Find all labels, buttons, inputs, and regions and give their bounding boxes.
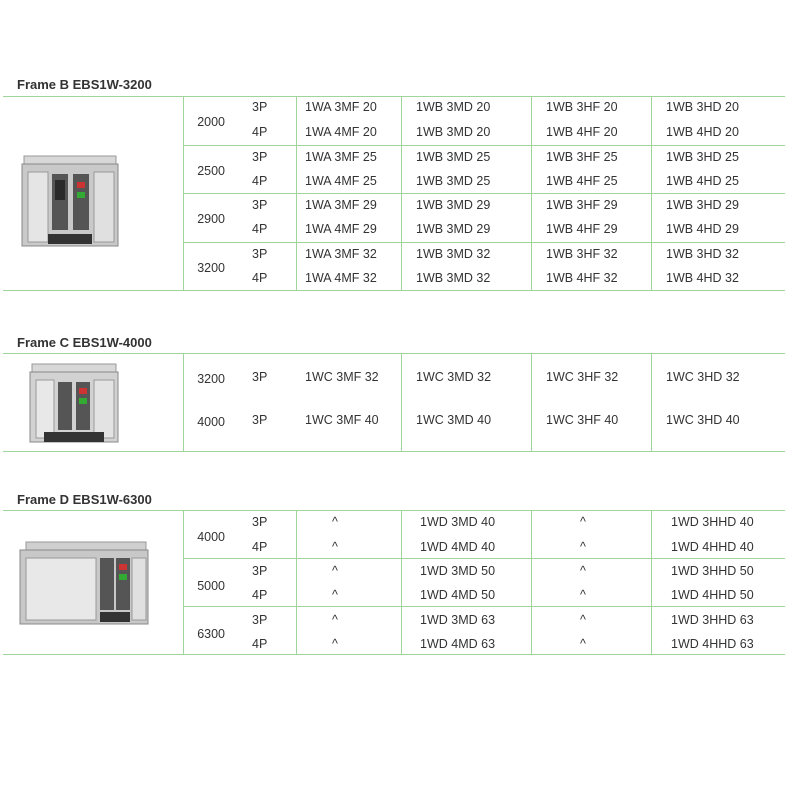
catalog-code: 1WD 4HHD 63 (671, 637, 754, 651)
grid-line (651, 354, 652, 451)
catalog-code: ^ (332, 564, 338, 578)
catalog-code: 1WB 4HF 25 (546, 174, 618, 188)
catalog-code: 1WD 3MD 40 (420, 515, 496, 529)
rating-amps: 2900 (197, 212, 225, 226)
catalog-code: 1WB 3HF 20 (546, 100, 618, 114)
catalog-code: 1WB 3MD 29 (416, 222, 491, 236)
pole-count: 3P (252, 150, 268, 164)
catalog-code: 1WA 3MF 32 (305, 247, 377, 261)
breaker-photo-icon (18, 150, 120, 248)
grid-line (401, 354, 402, 451)
group-divider (183, 606, 785, 607)
catalog-code: ^ (580, 564, 586, 578)
group-divider (183, 242, 785, 243)
pole-count: 3P (252, 198, 268, 212)
catalog-code: 1WA 3MF 29 (305, 198, 377, 212)
rating-amps: 4000 (197, 415, 225, 429)
catalog-code: 1WB 4HD 29 (666, 222, 739, 236)
catalog-code: 1WB 3HD 25 (666, 150, 739, 164)
catalog-code: 1WD 4HHD 50 (671, 588, 754, 602)
catalog-code: 1WD 3HHD 50 (671, 564, 754, 578)
catalog-code: 1WC 3MD 32 (416, 370, 492, 384)
catalog-code: 1WC 3MF 32 (305, 370, 379, 384)
frame-d-bottom-rule (3, 654, 785, 655)
grid-line (531, 511, 532, 654)
frame-b-bottom-rule (3, 290, 785, 291)
catalog-code: 1WB 3HD 20 (666, 100, 739, 114)
catalog-code: ^ (580, 540, 586, 554)
pole-count: 4P (252, 125, 268, 139)
grid-line (183, 511, 184, 654)
rating-amps: 2500 (197, 164, 225, 178)
catalog-code: 1WB 4HF 20 (546, 125, 618, 139)
catalog-code: 1WB 4HD 20 (666, 125, 739, 139)
rating-amps: 4000 (197, 530, 225, 544)
pole-count: 3P (252, 370, 268, 384)
catalog-code: 1WC 3HD 32 (666, 370, 740, 384)
frame-c-top-rule (3, 353, 785, 354)
group-divider (183, 145, 785, 146)
catalog-code: ^ (332, 613, 338, 627)
group-divider (183, 193, 785, 194)
catalog-code: 1WA 3MF 25 (305, 150, 377, 164)
frame-b-title: Frame B EBS1W-3200 (17, 77, 152, 92)
catalog-code: 1WB 4HF 29 (546, 222, 618, 236)
catalog-code: 1WC 3HF 32 (546, 370, 619, 384)
catalog-code: ^ (332, 540, 338, 554)
pole-count: 4P (252, 271, 268, 285)
catalog-code: 1WB 3HD 29 (666, 198, 739, 212)
frame-c-bottom-rule (3, 451, 785, 452)
rating-amps: 3200 (197, 372, 225, 386)
frame-b-top-rule (3, 96, 785, 97)
catalog-code: 1WA 4MF 25 (305, 174, 377, 188)
catalog-code: 1WB 4HD 32 (666, 271, 739, 285)
breaker-photo-icon (26, 362, 122, 444)
catalog-code: 1WD 3MD 63 (420, 613, 496, 627)
pole-count: 3P (252, 613, 268, 627)
catalog-code: 1WD 4MD 40 (420, 540, 496, 554)
grid-line (401, 511, 402, 654)
pole-count: 4P (252, 637, 268, 651)
pole-count: 4P (252, 540, 268, 554)
catalog-code: ^ (332, 637, 338, 651)
breaker-photo-icon (16, 540, 152, 626)
pole-count: 4P (252, 222, 268, 236)
catalog-code: 1WB 3MD 29 (416, 198, 491, 212)
catalog-code: 1WB 3HD 32 (666, 247, 739, 261)
catalog-code: 1WA 3MF 20 (305, 100, 377, 114)
frame-c-title: Frame C EBS1W-4000 (17, 335, 152, 350)
catalog-code: 1WD 4MD 50 (420, 588, 496, 602)
catalog-code: 1WD 3HHD 63 (671, 613, 754, 627)
catalog-code: 1WC 3MD 40 (416, 413, 492, 427)
rating-amps: 3200 (197, 261, 225, 275)
catalog-code: 1WD 4HHD 40 (671, 540, 754, 554)
catalog-code: 1WB 3MD 32 (416, 271, 491, 285)
catalog-code: 1WB 4HF 32 (546, 271, 618, 285)
catalog-code: 1WB 3MD 20 (416, 125, 491, 139)
catalog-code: ^ (332, 588, 338, 602)
pole-count: 4P (252, 174, 268, 188)
catalog-code: 1WD 3HHD 40 (671, 515, 754, 529)
catalog-code: 1WD 3MD 50 (420, 564, 496, 578)
catalog-code: 1WC 3HF 40 (546, 413, 619, 427)
catalog-code: 1WB 3MD 20 (416, 100, 491, 114)
frame-d-title: Frame D EBS1W-6300 (17, 492, 152, 507)
catalog-code: ^ (580, 613, 586, 627)
catalog-code: ^ (580, 637, 586, 651)
rating-amps: 2000 (197, 115, 225, 129)
grid-line (651, 511, 652, 654)
catalog-code: 1WA 4MF 32 (305, 271, 377, 285)
pole-count: 4P (252, 588, 268, 602)
catalog-code: 1WB 3HF 29 (546, 198, 618, 212)
pole-count: 3P (252, 247, 268, 261)
grid-line (183, 354, 184, 451)
pole-count: 3P (252, 413, 268, 427)
catalog-code: 1WC 3MF 40 (305, 413, 379, 427)
pole-count: 3P (252, 100, 268, 114)
rating-amps: 5000 (197, 579, 225, 593)
pole-count: 3P (252, 515, 268, 529)
catalog-code: ^ (580, 588, 586, 602)
grid-line (296, 511, 297, 654)
catalog-code: 1WB 3HF 32 (546, 247, 618, 261)
catalog-code: 1WB 3HF 25 (546, 150, 618, 164)
pole-count: 3P (252, 564, 268, 578)
group-divider (183, 558, 785, 559)
catalog-code: 1WB 3MD 25 (416, 174, 491, 188)
catalog-code: 1WB 3MD 25 (416, 150, 491, 164)
catalog-code: 1WA 4MF 29 (305, 222, 377, 236)
catalog-code: 1WA 4MF 20 (305, 125, 377, 139)
catalog-code: ^ (580, 515, 586, 529)
catalog-code: 1WD 4MD 63 (420, 637, 496, 651)
catalog-code: 1WB 3MD 32 (416, 247, 491, 261)
catalog-code: 1WB 4HD 25 (666, 174, 739, 188)
catalog-code: 1WC 3HD 40 (666, 413, 740, 427)
rating-amps: 6300 (197, 627, 225, 641)
grid-line (531, 354, 532, 451)
frame-d-top-rule (3, 510, 785, 511)
catalog-code: ^ (332, 515, 338, 529)
